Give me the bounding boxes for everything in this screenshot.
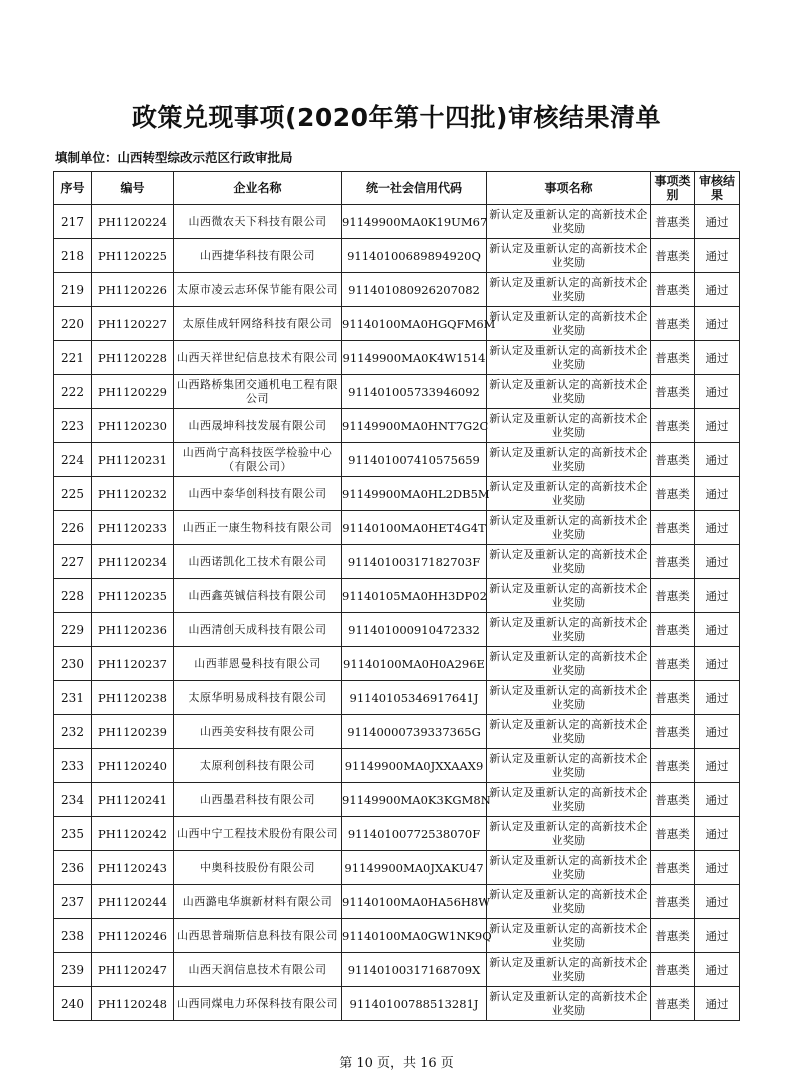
cell-result: 通过: [695, 953, 740, 987]
cell-no: PH1120226: [92, 273, 174, 307]
cell-type: 普惠类: [651, 987, 695, 1021]
cell-no: PH1120230: [92, 409, 174, 443]
cell-item: 新认定及重新认定的高新技术企业奖励: [487, 647, 651, 681]
cell-seq: 230: [54, 647, 92, 681]
cell-company: 山西鑫英铖信科技有限公司: [174, 579, 342, 613]
cell-item: 新认定及重新认定的高新技术企业奖励: [487, 579, 651, 613]
cell-item: 新认定及重新认定的高新技术企业奖励: [487, 477, 651, 511]
table-row: [54, 579, 740, 613]
cell-type: 普惠类: [651, 545, 695, 579]
cell-company: 山西思普瑞斯信息科技有限公司: [174, 919, 342, 953]
cell-item: 新认定及重新认定的高新技术企业奖励: [487, 409, 651, 443]
cell-result: 通过: [695, 919, 740, 953]
cell-code: 91149900MA0K4W1514: [342, 341, 487, 375]
cell-item: 新认定及重新认定的高新技术企业奖励: [487, 341, 651, 375]
cell-item: 新认定及重新认定的高新技术企业奖励: [487, 307, 651, 341]
cell-result: 通过: [695, 647, 740, 681]
cell-code: 91149900MA0HNT7G2C: [342, 409, 487, 443]
cell-no: PH1120247: [92, 953, 174, 987]
cell-company: 山西捷华科技有限公司: [174, 239, 342, 273]
cell-company: 山西潞电华旗新材料有限公司: [174, 885, 342, 919]
table-row: [54, 749, 740, 783]
cell-no: PH1120244: [92, 885, 174, 919]
cell-company: 山西墨君科技有限公司: [174, 783, 342, 817]
table-row: [54, 239, 740, 273]
cell-code: 91149900MA0K19UM67: [342, 205, 487, 239]
cell-company: 山西美安科技有限公司: [174, 715, 342, 749]
table-row: [54, 341, 740, 375]
cell-company: 山西尚宁高科技医学检验中心（有限公司）: [174, 443, 342, 477]
cell-seq: 228: [54, 579, 92, 613]
cell-code: 91140105MA0HH3DP02: [342, 579, 487, 613]
cell-company: 太原佳成轩网络科技有限公司: [174, 307, 342, 341]
table-row: [54, 273, 740, 307]
cell-code: 911401000910472332: [342, 613, 487, 647]
cell-result: 通过: [695, 885, 740, 919]
cell-code: 91140105346917641J: [342, 681, 487, 715]
cell-seq: 227: [54, 545, 92, 579]
table-row: [54, 375, 740, 409]
cell-result: 通过: [695, 749, 740, 783]
cell-result: 通过: [695, 341, 740, 375]
table-row: [54, 817, 740, 851]
review-results-table: [53, 171, 740, 1021]
table-header-row: [54, 172, 740, 205]
cell-type: 普惠类: [651, 851, 695, 885]
cell-result: 通过: [695, 681, 740, 715]
cell-company: 太原市凌云志环保节能有限公司: [174, 273, 342, 307]
cell-no: PH1120232: [92, 477, 174, 511]
table-row: [54, 545, 740, 579]
cell-no: PH1120238: [92, 681, 174, 715]
cell-seq: 233: [54, 749, 92, 783]
cell-item: 新认定及重新认定的高新技术企业奖励: [487, 681, 651, 715]
table-row: [54, 953, 740, 987]
cell-type: 普惠类: [651, 477, 695, 511]
cell-no: PH1120248: [92, 987, 174, 1021]
cell-company: 山西同煤电力环保科技有限公司: [174, 987, 342, 1021]
cell-type: 普惠类: [651, 613, 695, 647]
cell-code: 91140100772538070F: [342, 817, 487, 851]
table-row: [54, 409, 740, 443]
cell-no: PH1120241: [92, 783, 174, 817]
cell-code: 91140100MA0H0A296E: [342, 647, 487, 681]
cell-result: 通过: [695, 545, 740, 579]
cell-seq: 239: [54, 953, 92, 987]
table-body: [54, 205, 740, 1021]
table-row: [54, 851, 740, 885]
header-type: 事项类别: [651, 172, 695, 205]
cell-type: 普惠类: [651, 443, 695, 477]
cell-item: 新认定及重新认定的高新技术企业奖励: [487, 239, 651, 273]
cell-type: 普惠类: [651, 953, 695, 987]
cell-no: PH1120228: [92, 341, 174, 375]
cell-no: PH1120246: [92, 919, 174, 953]
table-row: [54, 647, 740, 681]
header-item: 事项名称: [487, 172, 651, 205]
cell-company: 山西诺凯化工技术有限公司: [174, 545, 342, 579]
cell-item: 新认定及重新认定的高新技术企业奖励: [487, 375, 651, 409]
cell-type: 普惠类: [651, 409, 695, 443]
table-row: [54, 307, 740, 341]
cell-no: PH1120227: [92, 307, 174, 341]
table-row: [54, 715, 740, 749]
cell-result: 通过: [695, 579, 740, 613]
cell-seq: 225: [54, 477, 92, 511]
cell-code: 91149900MA0JXAKU47: [342, 851, 487, 885]
header-result: 审核结果: [695, 172, 740, 205]
cell-no: PH1120233: [92, 511, 174, 545]
cell-seq: 237: [54, 885, 92, 919]
cell-item: 新认定及重新认定的高新技术企业奖励: [487, 987, 651, 1021]
page-footer: 第 10 页，共 16 页: [339, 1056, 454, 1071]
cell-seq: 221: [54, 341, 92, 375]
cell-code: 91140100788513281J: [342, 987, 487, 1021]
header-company: 企业名称: [174, 172, 342, 205]
cell-item: 新认定及重新认定的高新技术企业奖励: [487, 749, 651, 783]
cell-code: 91149900MA0JXXAAX9: [342, 749, 487, 783]
cell-result: 通过: [695, 205, 740, 239]
table-row: [54, 885, 740, 919]
cell-result: 通过: [695, 987, 740, 1021]
cell-seq: 217: [54, 205, 92, 239]
cell-company: 山西天润信息技术有限公司: [174, 953, 342, 987]
cell-type: 普惠类: [651, 647, 695, 681]
cell-seq: 229: [54, 613, 92, 647]
cell-seq: 218: [54, 239, 92, 273]
cell-no: PH1120242: [92, 817, 174, 851]
cell-company: 山西路桥集团交通机电工程有限公司: [174, 375, 342, 409]
header-seq: 序号: [54, 172, 92, 205]
cell-seq: 234: [54, 783, 92, 817]
cell-company: 太原利创科技有限公司: [174, 749, 342, 783]
cell-seq: 219: [54, 273, 92, 307]
cell-item: 新认定及重新认定的高新技术企业奖励: [487, 715, 651, 749]
table-row: [54, 681, 740, 715]
cell-seq: 236: [54, 851, 92, 885]
cell-no: PH1120224: [92, 205, 174, 239]
cell-seq: 232: [54, 715, 92, 749]
table-row: [54, 511, 740, 545]
cell-result: 通过: [695, 477, 740, 511]
cell-result: 通过: [695, 307, 740, 341]
header-code: 统一社会信用代码: [342, 172, 487, 205]
cell-type: 普惠类: [651, 307, 695, 341]
cell-seq: 222: [54, 375, 92, 409]
cell-item: 新认定及重新认定的高新技术企业奖励: [487, 205, 651, 239]
cell-type: 普惠类: [651, 239, 695, 273]
cell-result: 通过: [695, 443, 740, 477]
cell-seq: 223: [54, 409, 92, 443]
table-row: [54, 477, 740, 511]
cell-type: 普惠类: [651, 817, 695, 851]
cell-item: 新认定及重新认定的高新技术企业奖励: [487, 545, 651, 579]
cell-code: 91140100MA0HA56H8W: [342, 885, 487, 919]
cell-seq: 226: [54, 511, 92, 545]
cell-company: 中奥科技股份有限公司: [174, 851, 342, 885]
cell-code: 91140000739337365G: [342, 715, 487, 749]
cell-company: 山西中泰华创科技有限公司: [174, 477, 342, 511]
cell-code: 91149900MA0K3KGM8N: [342, 783, 487, 817]
cell-type: 普惠类: [651, 511, 695, 545]
cell-code: 911401005733946092: [342, 375, 487, 409]
table-row: [54, 613, 740, 647]
cell-result: 通过: [695, 273, 740, 307]
filler-unit: 填制单位：山西转型综改示范区行政审批局: [55, 150, 293, 165]
cell-type: 普惠类: [651, 579, 695, 613]
cell-seq: 238: [54, 919, 92, 953]
cell-type: 普惠类: [651, 205, 695, 239]
table-row: [54, 783, 740, 817]
cell-company: 山西微农天下科技有限公司: [174, 205, 342, 239]
cell-item: 新认定及重新认定的高新技术企业奖励: [487, 885, 651, 919]
cell-item: 新认定及重新认定的高新技术企业奖励: [487, 273, 651, 307]
cell-type: 普惠类: [651, 749, 695, 783]
cell-type: 普惠类: [651, 919, 695, 953]
cell-company: 山西菲恩曼科技有限公司: [174, 647, 342, 681]
cell-result: 通过: [695, 715, 740, 749]
cell-company: 山西清创天成科技有限公司: [174, 613, 342, 647]
cell-company: 山西正一康生物科技有限公司: [174, 511, 342, 545]
cell-no: PH1120236: [92, 613, 174, 647]
cell-result: 通过: [695, 851, 740, 885]
cell-seq: 220: [54, 307, 92, 341]
cell-item: 新认定及重新认定的高新技术企业奖励: [487, 817, 651, 851]
cell-item: 新认定及重新认定的高新技术企业奖励: [487, 953, 651, 987]
cell-code: 91140100MA0HGQFM6M: [342, 307, 487, 341]
table-row: [54, 443, 740, 477]
cell-result: 通过: [695, 239, 740, 273]
table-row: [54, 205, 740, 239]
cell-seq: 231: [54, 681, 92, 715]
cell-no: PH1120235: [92, 579, 174, 613]
document-title: 政策兑现事项(2020年第十四批)审核结果清单: [132, 103, 661, 132]
cell-no: PH1120231: [92, 443, 174, 477]
cell-result: 通过: [695, 511, 740, 545]
cell-company: 山西晟坤科技发展有限公司: [174, 409, 342, 443]
cell-item: 新认定及重新认定的高新技术企业奖励: [487, 443, 651, 477]
table-row: [54, 987, 740, 1021]
cell-result: 通过: [695, 409, 740, 443]
cell-result: 通过: [695, 783, 740, 817]
table-row: [54, 919, 740, 953]
cell-no: PH1120239: [92, 715, 174, 749]
cell-seq: 240: [54, 987, 92, 1021]
cell-seq: 224: [54, 443, 92, 477]
cell-code: 911401007410575659: [342, 443, 487, 477]
cell-result: 通过: [695, 613, 740, 647]
cell-no: PH1120240: [92, 749, 174, 783]
cell-type: 普惠类: [651, 783, 695, 817]
cell-code: 91140100317182703F: [342, 545, 487, 579]
cell-item: 新认定及重新认定的高新技术企业奖励: [487, 511, 651, 545]
cell-type: 普惠类: [651, 681, 695, 715]
cell-company: 山西天祥世纪信息技术有限公司: [174, 341, 342, 375]
cell-code: 911401080926207082: [342, 273, 487, 307]
header-no: 编号: [92, 172, 174, 205]
cell-no: PH1120225: [92, 239, 174, 273]
cell-item: 新认定及重新认定的高新技术企业奖励: [487, 783, 651, 817]
cell-company: 山西中宁工程技术股份有限公司: [174, 817, 342, 851]
cell-code: 91140100MA0GW1NK9Q: [342, 919, 487, 953]
cell-no: PH1120237: [92, 647, 174, 681]
cell-company: 太原华明易成科技有限公司: [174, 681, 342, 715]
cell-code: 91149900MA0HL2DB5M: [342, 477, 487, 511]
cell-type: 普惠类: [651, 273, 695, 307]
cell-no: PH1120229: [92, 375, 174, 409]
cell-code: 91140100317168709X: [342, 953, 487, 987]
cell-type: 普惠类: [651, 715, 695, 749]
cell-no: PH1120243: [92, 851, 174, 885]
cell-item: 新认定及重新认定的高新技术企业奖励: [487, 851, 651, 885]
cell-type: 普惠类: [651, 885, 695, 919]
cell-result: 通过: [695, 375, 740, 409]
cell-code: 91140100689894920Q: [342, 239, 487, 273]
cell-seq: 235: [54, 817, 92, 851]
cell-result: 通过: [695, 817, 740, 851]
cell-no: PH1120234: [92, 545, 174, 579]
cell-type: 普惠类: [651, 341, 695, 375]
cell-item: 新认定及重新认定的高新技术企业奖励: [487, 613, 651, 647]
cell-item: 新认定及重新认定的高新技术企业奖励: [487, 919, 651, 953]
cell-code: 91140100MA0HET4G4T: [342, 511, 487, 545]
cell-type: 普惠类: [651, 375, 695, 409]
